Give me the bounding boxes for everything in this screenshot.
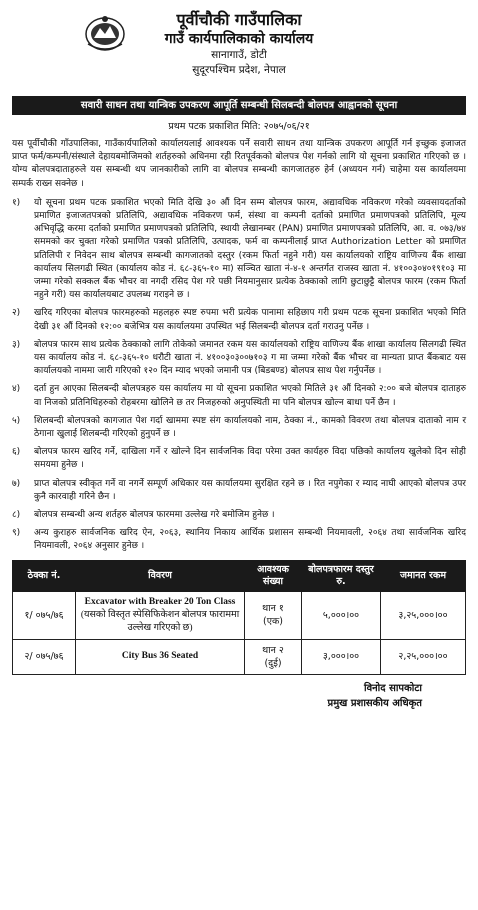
signatory-title: प्रमुख प्रशासकीय अधिकृत — [327, 697, 422, 709]
fee-cell: ५,०००।०० — [302, 591, 381, 639]
table-row — [13, 639, 466, 674]
header — [12, 10, 466, 94]
conditions-list — [12, 197, 466, 554]
intro-paragraph: यस पूर्वीचौकी गाँउपालिका, गाउँकार्यपालिको कार्यालयलाई आवश्यक पर्ने सवारी साधन तथा यान्त्रिक उपकरण आपूर्ति गर्न इच्छुक इजाजत प्राप्त फर्म/कम्पनी/संस्थाले देहायबमोजिमको शर्तहरुको अधिनमा रही रितपूर्वकको बोलपत्र पेश गर्नको लागि यो सूचना प्रकाशित गरिएको छ । योग्य बोलपत्रदाताहरुले यस सम्बन्धी थप जानकारीको लागि वा बोलपत्र सम्बन्धी कागजातहरु हेर्न (अध्ययन गर्न) चाहेमा यस कार्यालयमा सम्पर्क राख्न सक्नेछ । — [12, 139, 466, 189]
description-cell — [76, 639, 245, 674]
nepal-emblem-icon — [84, 14, 126, 52]
list-item — [12, 339, 466, 379]
quantity-cell — [245, 591, 302, 639]
point-text: यो सूचना प्रथम पटक प्रकाशित भएको मिति देखि ३० औं दिन सम्म बोलपत्र फारम, अद्यावधिक नविकरण गरेको व्यवसायदर्ताको प्रमाणित इजाजतपत्रको प्रतिलिपि, अद्यावधिक नविकरण फर्म, संस्था वा कम्पनी दर्ताको प्रमाणित प्रमाणपत्रको प्रतिलिपि, मूल्य अभिवृद्धि करमा दर्ताको प्रमाणित प्रमाणपत्रको प्रतिलिपि, स्थायी लेखानम्बर (PAN) प्रमाणित प्रमाणपत्रको प्रतिलिपि, आ. व. ०७३/७४ सममको कर चुक्ता गरेको प्रमाणित पत्रको प्रतिलिपि, उत्पादक, फर्म वा कम्पनीलाई प्राप्त Authorization Letter को प्रमाणित प्रतिलिपी र निवेदन साथ बोलपत्र सम्बन्धी कागजातको दस्तुर (रकम फिर्ता नहुने गरी) यस कार्यालयको राष्ट्रिय वाणिज्य बैंक शाखा कार्यालय सिलगढी स्थित (कार्यालय कोड नं. ६८-३६५-१० मा) सञ्चित खाता नं-४-१ अन्तर्गत राजस्व खाता नं. ४१००३०४०१९१०३ मा जम्मा गरेको सक्कल बैंक भौचर वा नगदी रसिद पेश गरे पछी नियमानुसार प्रत्येक ठेक्काको लागि छुटाछुट्टै बोलपत्र फारम (रकम फिर्ता नहुने गरी) यस कार्यालयबाट उपलब्ध गराइने छ । — [34, 197, 466, 301]
quantity-word: (एक) — [263, 616, 283, 628]
municipality-title: पूर्वीचौकी गाउँपालिका — [176, 10, 302, 29]
bid-table — [12, 560, 466, 675]
list-item — [12, 527, 466, 553]
list-item — [12, 383, 466, 409]
list-item — [12, 415, 466, 441]
item-note: (यसको विस्तृत स्पेसिफिकेशन बोलपत्र फाराममा उल्लेख गरिएको छ) — [80, 609, 240, 633]
publish-date: प्रथम पटक प्रकाशित मिति: २०७५/०६/२१ — [168, 121, 310, 132]
column-header: विवरण — [76, 560, 245, 591]
point-text: शिलबन्दी बोलपत्रको कागजात पेश गर्दा खाममा स्पष्ट संग कार्यालयको नाम, ठेक्का नं., कामको विवरण तथा बोलपत्र दाताको नाम र ठेगाना खुलाई शिलबन्दी गरिएको हुनुपर्ने छ । — [34, 415, 467, 440]
table-header-row — [13, 560, 466, 591]
list-item — [12, 307, 466, 333]
table-row — [13, 591, 466, 639]
address-line-1: सानागाउँ, डोटी — [211, 49, 267, 61]
list-item — [12, 509, 466, 522]
point-text: बोलपत्र फारम खरिद गर्ने, दाखिला गर्ने र खोल्ने दिन सार्वजनिक विदा परेमा उक्त कार्यहरु विदा पछिको कार्यालय खुलेको दिन सोही समयमा हुनेछ । — [34, 447, 466, 471]
item-name: Excavator with Breaker 20 Ton Class — [84, 596, 236, 607]
list-item — [12, 197, 466, 303]
contract-number-cell: १/ ०७५/७६ — [13, 591, 76, 639]
point-number: ६) — [12, 447, 21, 458]
address-line-2: सुदूरपश्चिम प्रदेश, नेपाल — [192, 64, 286, 76]
point-text: दर्ता हुन आएका सिलबन्दी बोलपत्रहरु यस कार्यालय मा यो सूचना प्रकाशित भएको मितिले ३१ औं दिनको २:०० बजे बोलपत्र दाताहरु वा निजको प्रतिनिधिहरुको रोहबरमा खोलिने छ तर निजहरुको अनुपस्थिती मा पनि बोलपत्र खोल्न बाधा पर्ने छैन । — [34, 384, 466, 408]
point-number: ७) — [12, 478, 21, 489]
point-number: ३) — [12, 339, 21, 350]
security-cell: २,२५,०००।०० — [381, 639, 466, 674]
point-text: खरिद गरिएका बोलपत्र फारमहरुको महलहरु स्पष्ट रुपमा भरी प्रत्येक पानामा सहिछाप गरी प्रथम पटक सूचना प्रकाशित भएको मिति देखी ३१ औं दिनको १२:०० बजेभित्र यस कार्यालयमा उपस्थित भई सिलबन्दी बोलपत्र दर्ता गराउनु पर्नेछ । — [34, 308, 466, 332]
list-item — [12, 478, 466, 504]
point-text: बोलपत्र सम्बन्धी अन्य शर्तहरु बोलपत्र फारममा उल्लेख गरे बमोजिम हुनेछ । — [34, 510, 275, 521]
item-name: City Bus 36 Seated — [121, 651, 199, 662]
fee-cell: ३,०००।०० — [302, 639, 381, 674]
point-number: २) — [12, 308, 21, 319]
point-number: १) — [12, 197, 21, 208]
column-header: ठेक्का नं. — [13, 560, 76, 591]
quantity-word: (दुई) — [264, 657, 282, 669]
notice-title-banner: सवारी साधन तथा यान्त्रिक उपकरण आपूर्ति सम्बन्धी सिलबन्दी बोलपत्र आह्वानको सूचना — [12, 96, 466, 115]
point-text: प्राप्त बोलपत्र स्वीकृत गर्ने वा नगर्ने सम्पूर्ण अधिकार यस कार्यालयमा सुरक्षित रहने छ । रित नपुगेका र म्याद नाघी आएको बोलपत्र उपर कुनै कारवाही गरिने छैन । — [34, 478, 466, 502]
signature-block — [12, 681, 422, 711]
security-cell: ३,२५,०००।०० — [381, 591, 466, 639]
point-number: ८) — [12, 510, 21, 521]
description-cell — [76, 591, 245, 639]
point-text: बोलपत्र फारम साथ प्रत्येक ठेक्काको लागि तोकेको जमानत रकम यस कार्यालयको राष्ट्रिय वाणिज्य बैंक शाखा कार्यालय सिलगढी स्थित यस कार्यालय कोड नं. ६८-३६५-१० धरौटी खाता नं. ४१००३०३००७१०३ ग मा जम्मा गरेको बैंक भौचर वा मान्यता प्राप्त बैंकबाट यस कार्यालयको नाममा जारी गरिएको १२० दिन म्याद भएको जमानी पत्र (बिडबण्ड) बोलपत्र साथ पेश गर्नुपर्नेछ । — [34, 339, 466, 377]
quantity-value: थान १ — [262, 603, 284, 615]
point-text: अन्य कुराहरु सार्वजनिक खरिद ऐन, २०६३, स्थानिय निकाय आर्थिक प्रशासन सम्बन्धी नियमावली, २०६४ तथा सार्वजनिक खरिद नियमावली, २०६४ अनुसार हुनेछ । — [34, 528, 466, 552]
signatory-name: विनोद सापकोटा — [363, 682, 422, 694]
quantity-value: थान २ — [262, 644, 284, 656]
office-title: गाउँ कार्यपालिकाको कार्यालय — [164, 31, 314, 47]
point-number: ९) — [12, 528, 21, 539]
point-number: ४) — [12, 384, 21, 395]
quantity-cell — [245, 639, 302, 674]
point-number: ५) — [12, 415, 21, 426]
list-item — [12, 446, 466, 472]
contract-number-cell: २/ ०७५/७६ — [13, 639, 76, 674]
column-header: बोलपत्रफारम दस्तुर रु. — [302, 560, 381, 591]
column-header: जमानत रकम — [381, 560, 466, 591]
column-header: आवश्यक संख्या — [245, 560, 302, 591]
